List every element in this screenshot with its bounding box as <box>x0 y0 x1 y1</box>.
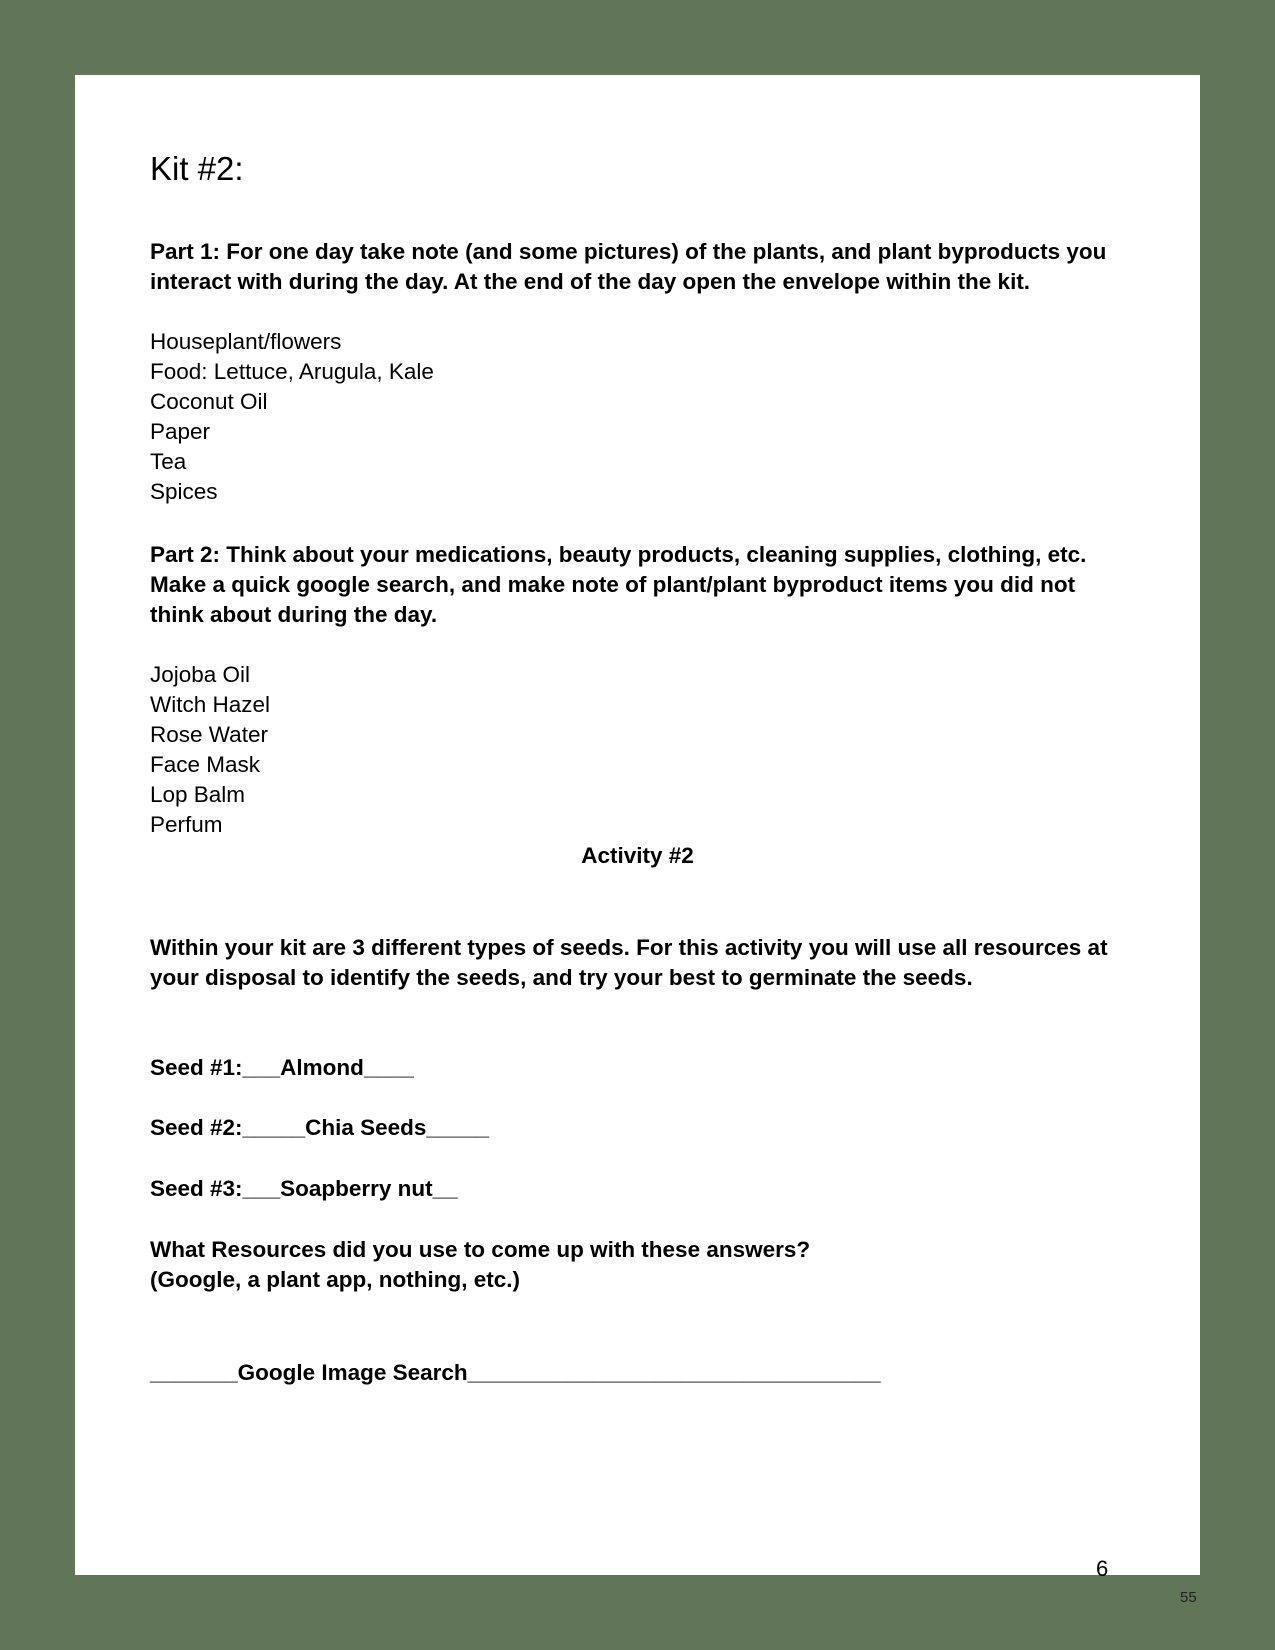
resources-question-line-1: What Resources did you use to come up with these answers? <box>150 1237 811 1262</box>
seed-answer-2: Seed #2:_____Chia Seeds_____ <box>150 1115 489 1140</box>
seed-answer-1: Seed #1:___Almond____ <box>150 1055 414 1080</box>
part2-instruction-line-2: Make a quick google search, and make note of plant/plant byproduct items you did not <box>150 572 1076 597</box>
page-number: 6 <box>1096 1556 1109 1581</box>
part2-item: Jojoba Oil <box>150 662 251 687</box>
resources-answer: _______Google Image Search_________________________________ <box>150 1360 881 1385</box>
document-page <box>75 75 1200 1581</box>
part1-instruction-line-1: Part 1: For one day take note (and some pictures) of the plants, and plant byproducts you <box>150 239 1107 264</box>
part2-instruction-line-3: think about during the day. <box>150 602 438 627</box>
part1-instruction-line-2: interact with during the day. At the end of the day open the envelope within the kit. <box>150 269 1031 294</box>
part2-item: Face Mask <box>150 752 261 777</box>
resources-question-line-2: (Google, a plant app, nothing, etc.) <box>150 1267 520 1292</box>
activity-intro-line-1: Within your kit are 3 different types of seeds. For this activity you will use all resources at <box>150 935 1108 960</box>
part1-item: Houseplant/flowers <box>150 329 342 354</box>
seed-answer-3: Seed #3:___Soapberry nut__ <box>150 1176 458 1201</box>
part2-item: Rose Water <box>150 722 268 747</box>
part2-item: Lop Balm <box>150 782 246 807</box>
part2-item: Witch Hazel <box>150 692 271 717</box>
outer-page-number: 55 <box>1180 1589 1197 1606</box>
activity-intro-line-2: your disposal to identify the seeds, and try your best to germinate the seeds. <box>150 965 973 990</box>
part1-item: Coconut Oil <box>150 389 268 414</box>
part2-item: Perfum <box>150 812 223 837</box>
kit-title: Kit #2: <box>150 150 244 187</box>
activity-heading: Activity #2 <box>581 843 694 868</box>
part1-item: Paper <box>150 419 211 444</box>
part1-item: Spices <box>150 479 218 504</box>
part1-item: Tea <box>150 449 187 474</box>
part1-item: Food: Lettuce, Arugula, Kale <box>150 359 434 384</box>
part2-instruction-line-1: Part 2: Think about your medications, beauty products, cleaning supplies, clothing, etc. <box>150 542 1087 567</box>
